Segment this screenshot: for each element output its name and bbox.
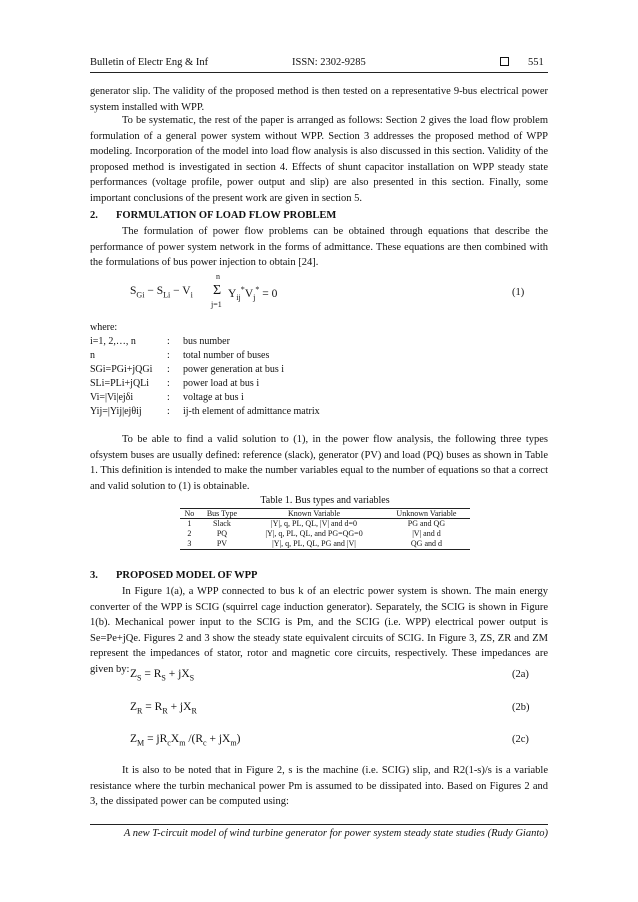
header-rule — [90, 72, 548, 73]
section-2-number: 2. — [90, 210, 98, 221]
table-cell: PQ — [216, 529, 228, 538]
section-3-title: PROPOSED MODEL OF WPP — [116, 570, 258, 581]
table-cell: |V| and d — [412, 529, 441, 538]
page-box-icon — [500, 57, 509, 69]
definition-text: total number of buses — [183, 350, 270, 361]
table-header-cell: No — [180, 509, 199, 519]
table-cell: Slack — [213, 519, 231, 528]
definition-text: bus number — [183, 336, 230, 347]
table-1-caption: Table 1. Bus types and variables — [260, 495, 390, 506]
where-label: where: — [90, 322, 118, 333]
table-header-cell: Known Variable — [245, 509, 383, 519]
definition-symbol: i=1, 2,…, n — [90, 336, 136, 347]
table-row — [180, 519, 470, 530]
intro-paragraph-1: generator slip. The validity of the proposed method is then tested on a representative 9-bus electrical power system installed with WPP. — [90, 86, 548, 113]
table-cell: 3 — [180, 539, 199, 550]
footer-rule — [90, 824, 548, 825]
definition-symbol: Vi=|Vi|ejδi — [90, 392, 134, 403]
section-2-heading — [90, 210, 336, 221]
table-cell: PV — [199, 539, 245, 550]
section-3-paragraph: In Figure 1(a), a WPP connected to bus k of an electric power system is shown. The main energy converter of the WPP is SCIG (squirrel cage induction generator). Separately, the SCIG is shown in Figure 1(b). Mechanical power input to the SCIG is Pm, and the SCIG (i.e. WPP) electrical power output is Se=Pe+jQe. Figures 2 and 3 show the steady state equivalent circuits of SCIG. In Figure 3, ZS, ZR and ZM represent the impedances of stator, rotor and magnetic core circuits, respectively. These impedances are given by: — [90, 586, 548, 675]
page-number: 551 — [528, 57, 544, 68]
section-2-paragraph-2: To be able to find a valid solution to (1), in the power flow analysis, the following three types ofsystem buses are usually defined: reference (slack), generator (PV) and load (PQ) buses as shown in Table 1. This definition is intended to make the number variables equal to the number of equations so that a correct and valid solution to (1) is obtainable. — [90, 434, 548, 492]
section-2-title: FORMULATION OF LOAD FLOW PROBLEM — [116, 210, 337, 221]
section-2-paragraph: The formulation of power flow problems can be obtained through equations that describe the performance of power system network in the forms of admittance. These equations are then combined with the formulations of bus power injection to obtain [24]. — [90, 226, 548, 268]
equation-2c: $Z_M = jR_cX_m$ $/(R_c + jX_m)$ — [130, 733, 241, 748]
table-cell: QG and d — [383, 539, 470, 550]
issn: ISSN: 2302-9285 — [292, 57, 366, 68]
section-3-number: 3. — [90, 570, 98, 581]
table-cell: 1 — [187, 519, 192, 528]
definition-text: ij-th element of admittance matrix — [183, 406, 320, 417]
definition-text: voltage at bus i — [183, 392, 244, 403]
table-header-cell: Bus Type — [199, 509, 245, 519]
table-row — [180, 539, 470, 550]
table-cell: |Y|, q, PL, QL, PG and |V| — [245, 539, 383, 550]
bus-types-table — [180, 508, 470, 550]
table-cell: |Y|, q, PL, QL, |V| and d=0 — [271, 519, 358, 528]
intro-paragraph-2: To be systematic, the rest of the paper is arranged as follows: Section 2 gives the load flow problem formulation of a general power system without WPP. Section 3 addresses the proposed method of WPP modeling. Incorporation of the model into load flow analysis is also discussed in this section. Validity of the proposed method is investigated in section 4. Effects of shunt capacitor installation on WPP steady state performances (voltage profile, power output and slip) are also presented in this section. Finally, some important conclusions of the present work are given in section 5. — [90, 115, 548, 204]
equation-2b: $Z_R = R_R + jX_R$ — [130, 701, 197, 716]
definition-symbol: SGi=PGi+jQGi — [90, 364, 153, 375]
footer-citation: A new T-circuit model of wind turbine generator for power system steady state studies (Rudy Gianto) — [123, 828, 548, 839]
equation-2a: $Z_S = R_S + jX_S$ — [130, 668, 195, 683]
section-3-paragraph-2: It is also to be noted that in Figure 2, s is the machine (i.e. SCIG) slip, and R2(1-s)/s is a variable resistance where the turbin mechanical power Pm is assumed to be dissipated into. Based on Figures 2 and 3, the dissipated power can be computed using: — [90, 765, 548, 807]
table-row — [180, 529, 470, 539]
equation-2c-number: (2c) — [512, 734, 529, 745]
definition-symbol: Yij=|Yij|ejθij — [90, 406, 142, 417]
table-header-row — [180, 509, 470, 519]
table-cell: PG and QG — [407, 519, 446, 528]
equation-2b-number: (2b) — [512, 702, 530, 713]
journal-name: Bulletin of Electr Eng & Inf — [90, 57, 209, 68]
table-header-cell: Unknown Variable — [383, 509, 470, 519]
table-cell: |Y|, q, PL, QL, and PG=QG=0 — [265, 529, 363, 538]
table-cell: 2 — [187, 529, 192, 538]
definition-text: power load at bus i — [183, 378, 260, 389]
section-3-heading — [90, 570, 257, 581]
definition-text: power generation at bus i — [183, 364, 285, 375]
equation-2a-number: (2a) — [512, 669, 529, 680]
equation-1: $S_{Gi} - S_{Li} - V_i$ n Σ j=1 $Y_{ij}^*V_j^* = 0$ — [130, 272, 278, 309]
definition-symbol: SLi=PLi+jQLi — [90, 378, 150, 389]
definition-symbol: n — [90, 350, 95, 361]
equation-1-number: (1) — [512, 287, 525, 298]
